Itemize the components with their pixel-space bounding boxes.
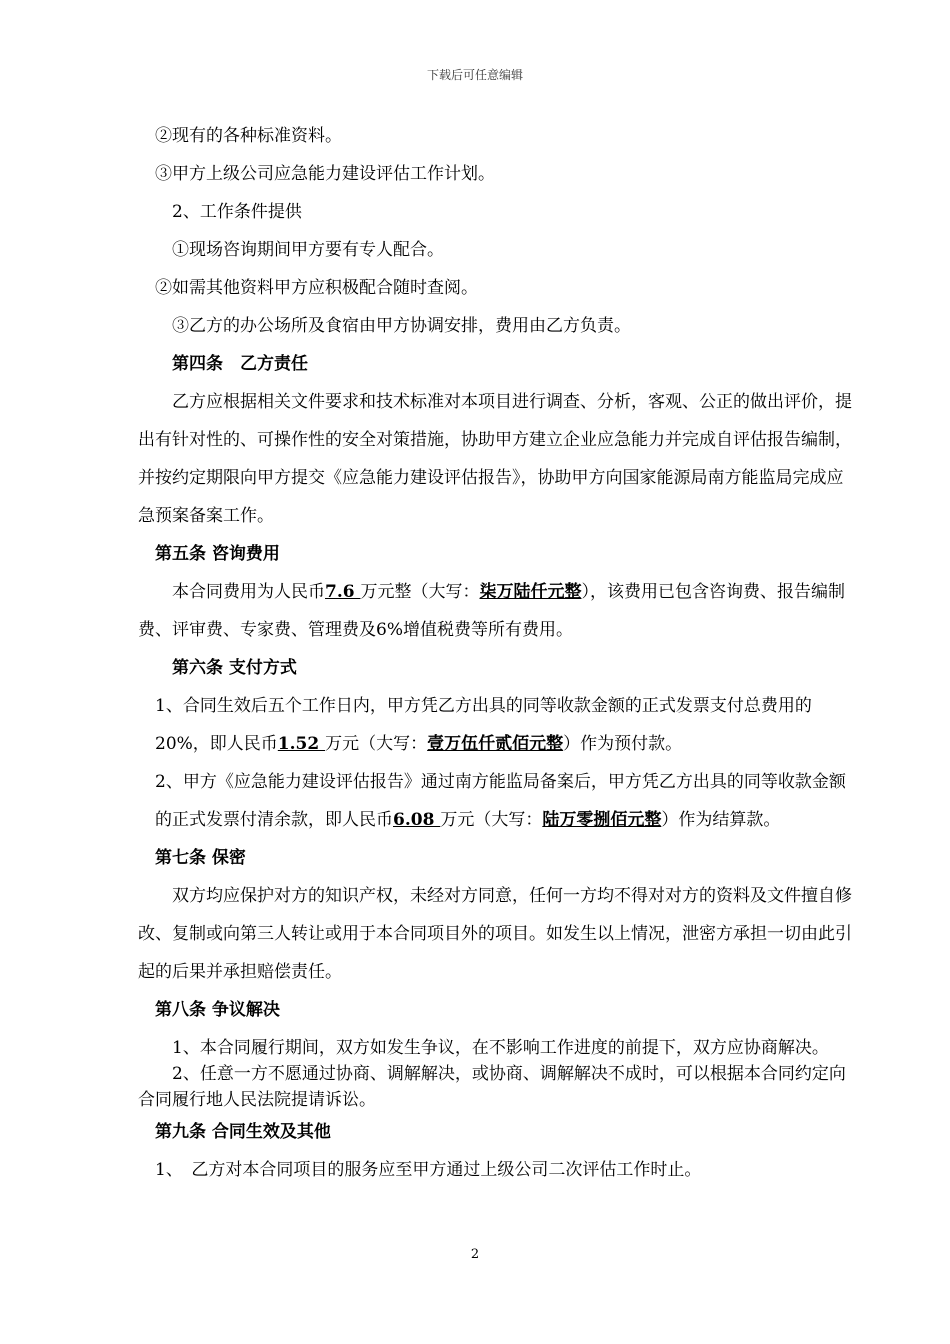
- article-7-body: 双方均应保护对方的知识产权，未经对方同意，任何一方均不得对对方的资料及文件擅自修改、复制或向第三人转让或用于本合同项目外的项目。如发生以上情况，泄密方承担一切由此引起的后果并承担赔偿责任。: [138, 886, 852, 982]
- amount: 6.08: [393, 810, 441, 830]
- text: ），该费用已包含咨询费、报告编制费、评审费、专家费、管理费及6%增值税费等所有费用。: [138, 582, 845, 640]
- document-body: [138, 117, 860, 1189]
- article-4-title: 第四条 乙方责任: [172, 354, 308, 374]
- article-4-body: 乙方应根据相关文件要求和技术标准对本项目进行调查、分析，客观、公正的做出评价，提出有针对性的、可操作性的安全对策措施，协助甲方建立企业应急能力并完成自评估报告编制，并按约定期限向甲方提交《应急能力建设评估报告》，协助甲方向国家能源局南方能监局完成应急预案备案工作。: [138, 392, 852, 526]
- article-7-title: 第七条 保密: [155, 848, 246, 868]
- article-8-title: 第八条 争议解决: [155, 1000, 280, 1020]
- amount-uppercase: 陆万零捌佰元整: [542, 810, 662, 830]
- item-other-materials: ②如需其他资料甲方应积极配合随时查阅。: [155, 278, 478, 298]
- article-6-item-1: [138, 687, 860, 763]
- article-9-item-1: 1、 乙方对本合同项目的服务应至甲方通过上级公司二次评估工作时止。: [155, 1160, 702, 1180]
- page-header: 下载后可任意编辑: [426, 68, 523, 82]
- article-8-item-1: 1、本合同履行期间，双方如发生争议，在不影响工作进度的前提下，双方应协商解决。: [172, 1038, 829, 1058]
- text: ）作为结算款。: [661, 810, 781, 830]
- amount-uppercase: 柒万陆仟元整: [479, 582, 582, 602]
- text: 万元（大写：: [440, 810, 543, 830]
- article-5-body: [138, 573, 860, 649]
- article-6-item-2: [138, 763, 860, 839]
- item-standard-materials: ②现有的各种标准资料。: [155, 126, 342, 146]
- text: 2、甲方《应急能力建设评估报告》通过南方能监局备案后，甲方凭乙方出具的同等收款金额的正式发票付清余款，即人民币: [155, 772, 846, 830]
- text: 万元整（大写：: [360, 582, 480, 602]
- item-dedicated-staff: ①现场咨询期间甲方要有专人配合。: [172, 240, 444, 260]
- item-work-conditions: 2、工作条件提供: [172, 202, 302, 222]
- item-office-arrangement: ③乙方的办公场所及食宿由甲方协调安排，费用由乙方负责。: [172, 316, 631, 336]
- amount: 7.6: [325, 582, 361, 602]
- text: ）作为预付款。: [563, 734, 683, 754]
- amount-uppercase: 壹万伍仟贰佰元整: [427, 734, 564, 754]
- text: 本合同费用为人民币: [172, 582, 325, 602]
- article-5-title: 第五条 咨询费用: [155, 544, 280, 564]
- text: 万元（大写：: [325, 734, 428, 754]
- text: 1、合同生效后五个工作日内，甲方凭乙方出具的同等收款金额的正式发票支付总费用的20%，即人民币: [155, 696, 812, 754]
- page-number: 2: [470, 1247, 480, 1262]
- amount: 1.52: [277, 734, 326, 754]
- article-8-item-2: 2、任意一方不愿通过协商、调解解决，或协商、调解解决不成时，可以根据本合同约定向合同履行地人民法院提请诉讼。: [138, 1064, 846, 1110]
- article-6-title: 第六条 支付方式: [172, 658, 297, 678]
- item-evaluation-plan: ③甲方上级公司应急能力建设评估工作计划。: [155, 164, 495, 184]
- article-9-title: 第九条 合同生效及其他: [155, 1122, 331, 1142]
